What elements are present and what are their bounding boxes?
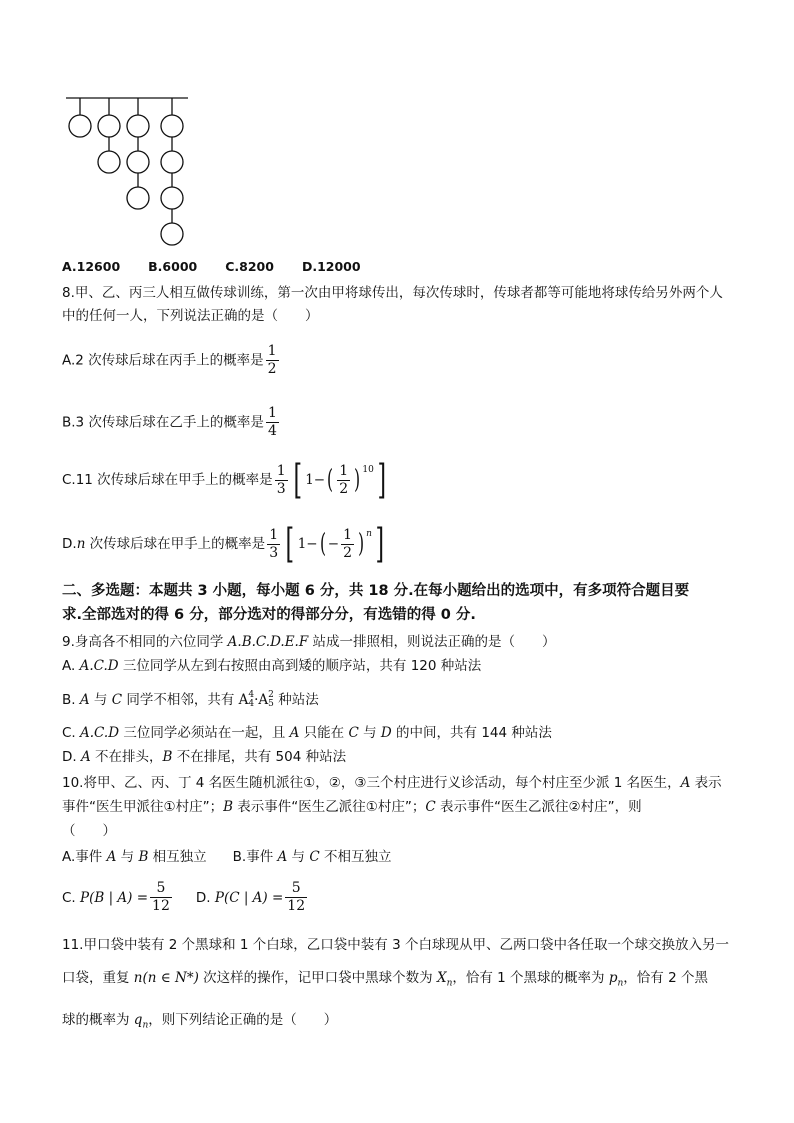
- q10-a-text: 相互独立: [148, 849, 207, 865]
- q8-d-coef-num: 1: [269, 526, 279, 543]
- q11-line2-sub1: n: [446, 978, 453, 989]
- q9-option-d: [62, 747, 346, 767]
- q10-line2: [62, 797, 642, 817]
- q8-a-fraction: [266, 343, 279, 378]
- q10-b-text: 不相互独立: [319, 849, 392, 865]
- q8-d-rparen: ): [358, 529, 365, 559]
- q10-a-var2: B: [138, 849, 149, 865]
- q10-c-num: 5: [150, 880, 172, 898]
- q8-c-coef-den: 3: [276, 480, 286, 497]
- q10-a-mid: 与: [116, 849, 139, 865]
- q10-d-expr: P(C | A) =: [214, 889, 284, 906]
- section2-line2: 求.全部选对的得 6 分，部分选对的得部分分，有选错的得 0 分.: [62, 607, 476, 623]
- q10-line3: （ ）: [62, 823, 116, 839]
- q10-line1-b: 表示: [690, 775, 722, 791]
- q11-line3: [62, 1010, 337, 1036]
- q11-line2-math: n(n ∈ N*): [133, 970, 199, 986]
- q9-b-var2: C: [111, 692, 123, 708]
- q7-options: [62, 257, 361, 277]
- q10-line2-c: 表示事件“医生乙派往②村庄”，则: [435, 799, 642, 815]
- q10-c-den: 12: [152, 898, 170, 914]
- q10-options-cd: [62, 880, 309, 915]
- q9-a-prefix: A.: [62, 658, 80, 674]
- q8-a-num: 1: [267, 343, 277, 359]
- q10-c-prefix: C.: [62, 889, 81, 906]
- q9-b-tail: 种站法: [273, 692, 319, 708]
- q8-d-inner: [341, 527, 354, 562]
- q7-option-b: B.6000: [148, 259, 198, 274]
- q10-options-ab: [62, 847, 392, 867]
- q9-c-text2: 只能在: [299, 725, 349, 741]
- q9-b-text: 同学不相邻，共有: [122, 692, 239, 708]
- q9-d-text2: 不在排尾，共有 504 种站法: [172, 749, 347, 765]
- q10-b-var1: A: [277, 849, 288, 865]
- q11-line3-var: q: [133, 1012, 143, 1028]
- q8-c-coef-num: 1: [276, 462, 286, 479]
- q8-b-den: 4: [267, 423, 277, 439]
- q9-c-text4: 的中间，共有 144 种站法: [391, 725, 552, 741]
- q10-line2-b: 表示事件“医生乙派往①村庄”；: [233, 799, 426, 815]
- q8-c-exponent: 10: [362, 465, 374, 475]
- q8-d-lbracket: [: [285, 521, 295, 567]
- q11-line2-b: 次这样的操作，记甲口袋中黑球个数为: [198, 970, 437, 986]
- q11-line2-var1: X: [436, 970, 447, 986]
- q8-option-b: [62, 405, 281, 440]
- q9-b-prefix: B.: [62, 692, 80, 708]
- q10-c-fraction: [150, 880, 172, 915]
- q8-option-d: [62, 521, 388, 567]
- q10-line2-var1: B: [223, 799, 234, 815]
- q10-line1: [62, 773, 722, 793]
- q10-option-d: [195, 880, 309, 914]
- q11-line3-sub: n: [142, 1020, 149, 1031]
- q9-a-vars: A.C.D: [79, 658, 119, 674]
- q9-b-mid: 与: [89, 692, 112, 708]
- q11-line2-d: ，恰有 2 个黑: [623, 970, 708, 986]
- q8-d-label: D.: [62, 536, 77, 552]
- q8-c-rparen: ): [354, 465, 361, 495]
- q10-d-num: 5: [285, 880, 307, 898]
- q9-d-var1: A: [80, 749, 91, 765]
- column-3: [127, 98, 149, 209]
- q11-line2-var2: p: [608, 970, 618, 986]
- q8-d-lparen: (: [319, 529, 326, 559]
- q10-option-c: [62, 880, 174, 914]
- q10-option-b: [233, 849, 392, 865]
- q8-c-one-minus: 1−: [305, 472, 326, 488]
- q9-d-prefix: D.: [62, 749, 81, 765]
- q9-c-prefix: C.: [62, 725, 81, 741]
- column-1: [69, 98, 91, 137]
- q11-line3-a: 球的概率为: [62, 1012, 134, 1028]
- q10-line2-a: 事件“医生甲派往①村庄”；: [62, 799, 224, 815]
- q8-d-inner-num: 1: [343, 526, 353, 543]
- q10-line1-var: A: [680, 775, 691, 791]
- q11-line2: [62, 968, 708, 994]
- q9-option-a: [62, 656, 481, 676]
- q10-b-mid: 与: [287, 849, 310, 865]
- q9-b-sup1: 4: [248, 690, 255, 700]
- q9-stem-vars: A.B.C.D.E.F: [227, 634, 309, 650]
- q8-d-exponent: n: [366, 529, 372, 539]
- q10-a-var1: A: [106, 849, 117, 865]
- q9-stem: [62, 632, 556, 652]
- q8-option-c: [62, 457, 389, 503]
- q8-stem-line2: 中的任何一人，下列说法正确的是（ ）: [62, 308, 319, 324]
- q10-line2-var2: C: [425, 799, 436, 815]
- q8-stem-line1: 8.甲、乙、丙三人相互做传球训练，第一次由甲将球传出，每次传球时，传球者都等可能地将球传给另外两个人: [62, 285, 723, 301]
- q8-c-text: C.11 次传球后球在甲手上的概率是: [62, 472, 273, 488]
- q8-b-text: B.3 次传球后球在乙手上的概率是: [62, 414, 264, 431]
- q8-d-inner-den: 2: [343, 544, 353, 561]
- q8-c-lbracket: [: [293, 457, 302, 503]
- q9-d-var2: B: [162, 749, 173, 765]
- column-2: [98, 98, 120, 173]
- q11-line2-a: 口袋，重复: [62, 970, 134, 986]
- q9-b-var1: A: [79, 692, 90, 708]
- q10-option-a: [62, 849, 207, 865]
- q11-line3-b: ，则下列结论正确的是（ ）: [148, 1012, 338, 1028]
- q10-b-var2: C: [309, 849, 320, 865]
- q8-d-minus: −: [327, 536, 340, 552]
- q9-c-text3: 与: [358, 725, 381, 741]
- q8-d-coef-den: 3: [269, 544, 279, 561]
- q8-d-var: n: [76, 536, 86, 552]
- q9-b-math1: A: [238, 692, 249, 708]
- q9-option-c: [62, 723, 552, 743]
- q8-d-coef: [267, 527, 280, 562]
- q9-c-vars: A.C.D: [80, 725, 120, 741]
- q8-c-inner-den: 2: [339, 480, 349, 497]
- q8-b-num: 1: [267, 405, 277, 421]
- q7-option-d: D.12000: [301, 259, 361, 274]
- q9-c-var2: C: [348, 725, 359, 741]
- q10-a-prefix: A.事件: [62, 849, 107, 865]
- q8-d-one-minus: 1−: [297, 536, 318, 552]
- q9-b-sub2: 5: [268, 699, 274, 709]
- q9-c-text1: 三位同学必须站在一起，且: [119, 725, 290, 741]
- q7-option-c: C.8200: [225, 259, 274, 274]
- q8-c-rbracket: ]: [377, 457, 386, 503]
- q8-a-den: 2: [267, 361, 277, 377]
- q11-line2-c: ，恰有 1 个黑球的概率为: [452, 970, 609, 986]
- q11-line1: 11.甲口袋中装有 2 个黑球和 1 个白球，乙口袋中装有 3 个白球现从甲、乙两口袋中各任取一个球交换放入另一: [62, 937, 729, 953]
- q9-c-var3: D: [380, 725, 392, 741]
- q10-line1-a: 10.将甲、乙、丙、丁 4 名医生随机派往①，②，③三个村庄进行义诊活动，每个村庄至少派 1 名医生，: [62, 775, 681, 791]
- q7-option-a: A.12600: [62, 259, 121, 274]
- q9-stem-suffix: 站成一排照相，则说法正确的是（ ）: [308, 634, 556, 650]
- column-4: [161, 98, 183, 245]
- q9-c-var1: A: [289, 725, 300, 741]
- q9-a-text: 三位同学从左到右按照由高到矮的顺序站，共有 120 种站法: [118, 658, 482, 674]
- q8-d-text: 次传球后球在甲手上的概率是: [85, 536, 266, 552]
- q9-option-b: [62, 690, 319, 710]
- q8-a-text: A.2 次传球后球在丙手上的概率是: [62, 352, 264, 369]
- q8-c-coef: [275, 463, 288, 498]
- q8-option-a: [62, 343, 281, 378]
- q9-b-sub1: 4: [248, 699, 255, 709]
- q8-c-lparen: (: [327, 465, 334, 495]
- hanging-balls-diagram: [60, 90, 200, 250]
- q9-b-dot: ·: [254, 692, 259, 708]
- q11-line2-sub2: n: [617, 978, 624, 989]
- q10-c-expr: P(B | A) =: [80, 889, 149, 906]
- q8-b-fraction: [266, 405, 279, 440]
- q10-d-den: 12: [287, 898, 306, 914]
- q10-b-prefix: B.事件: [232, 849, 278, 865]
- q10-d-prefix: D.: [195, 889, 215, 906]
- q8-c-inner-num: 1: [339, 462, 349, 479]
- q9-d-text1: 不在排头，: [90, 749, 163, 765]
- q9-b-sup2: 2: [268, 690, 274, 700]
- q8-d-rbracket: ]: [375, 521, 385, 567]
- q10-d-fraction: [285, 880, 307, 915]
- q9-stem-prefix: 9.身高各不相同的六位同学: [62, 634, 228, 650]
- section2-line1: 二、多选题：本题共 3 小题，每小题 6 分，共 18 分.在每小题给出的选项中，有多项符合题目要: [62, 583, 690, 599]
- q8-c-inner: [337, 463, 350, 498]
- q9-b-math2: A: [258, 692, 269, 708]
